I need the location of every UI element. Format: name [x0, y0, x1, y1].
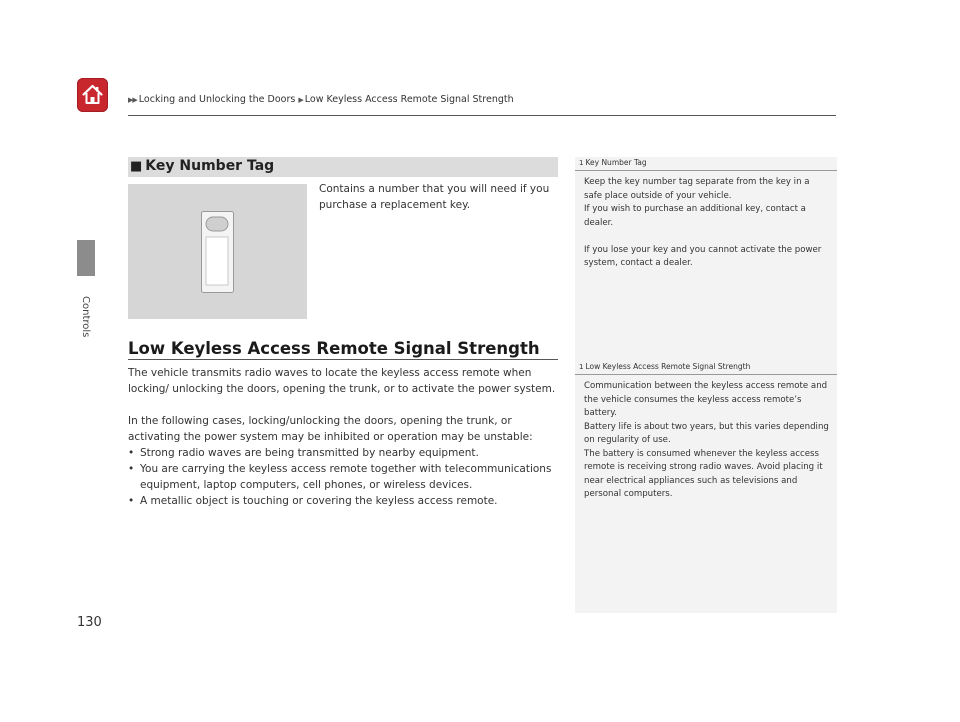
note-low-signal [575, 361, 837, 502]
breadcrumb-arrow-icon: ▶ [298, 96, 303, 104]
note-paragraph: If you wish to purchase an additional key, contact a dealer. [584, 204, 806, 228]
note-title-text: Low Keyless Access Remote Signal Strength [585, 362, 751, 371]
paragraph: In the following cases, locking/unlocking the doors, opening the trunk, or activating the power system may be inhibited or operation may be unstable: [128, 415, 533, 443]
note-divider [575, 374, 837, 375]
note-paragraph: The battery is consumed whenever the keyless access remote is receiving strong radio waves. Avoid placing it near electrical appliances such as televisions and personal computers. [584, 448, 823, 499]
side-tab-label: Controls [80, 296, 91, 338]
note-paragraph: If you lose your key and you cannot activate the power system, contact a dealer. [584, 244, 822, 268]
note-body [575, 176, 837, 271]
section-heading-key-number-tag [128, 157, 558, 177]
list-item: • Strong radio waves are being transmitted by nearby equipment. [128, 445, 560, 461]
note-divider [575, 170, 837, 171]
note-key-number-tag [575, 157, 837, 271]
breadcrumb-arrow-icon: ▶▶ [128, 96, 137, 104]
breadcrumb [128, 94, 514, 105]
breadcrumb-current: Low Keyless Access Remote Signal Strength [304, 94, 514, 105]
note-title [575, 361, 837, 373]
note-paragraph: Communication between the keyless access remote and the vehicle consumes the keyless access remote’s battery. [584, 381, 828, 418]
breadcrumb-link-locking[interactable]: Locking and Unlocking the Doors [138, 94, 296, 105]
black-square-icon: ■ [130, 159, 143, 174]
page-number: 130 [77, 615, 102, 630]
key-number-tag-illustration [128, 184, 307, 319]
heading-divider [128, 359, 558, 360]
sidebar-notes [575, 157, 837, 613]
note-paragraph: Keep the key number tag separate from the key in a safe place outside of your vehicle. [584, 177, 810, 201]
key-tag-icon [201, 211, 234, 293]
note-paragraph: Battery life is about two years, but this varies depending on regularity of use. [584, 421, 829, 445]
list-item: • A metallic object is touching or covering the keyless access remote. [128, 493, 560, 509]
home-icon [81, 83, 104, 106]
paragraph: The vehicle transmits radio waves to locate the keyless access remote when locking/ unlocking the doors, opening the trunk, or to activate the power system. [128, 367, 556, 395]
side-tab-marker [77, 240, 95, 276]
list-item: • You are carrying the keyless access remote together with telecommunications equipment, laptop computers, cell phones, or wireless devices. [128, 461, 560, 493]
note-title-text: Key Number Tag [585, 158, 647, 167]
note-title [575, 157, 837, 169]
bullet-list [128, 445, 560, 509]
home-button[interactable] [77, 78, 108, 112]
key-number-tag-description: Contains a number that you will need if you purchase a replacement key. [319, 183, 550, 211]
reference-marker-icon: 1 [579, 159, 584, 167]
reference-marker-icon: 1 [579, 363, 584, 371]
section-heading-text: Key Number Tag [145, 158, 275, 174]
low-signal-body [128, 365, 560, 509]
section-heading-low-signal: Low Keyless Access Remote Signal Strength [128, 339, 540, 358]
note-body [575, 380, 837, 502]
header-divider [128, 115, 836, 116]
